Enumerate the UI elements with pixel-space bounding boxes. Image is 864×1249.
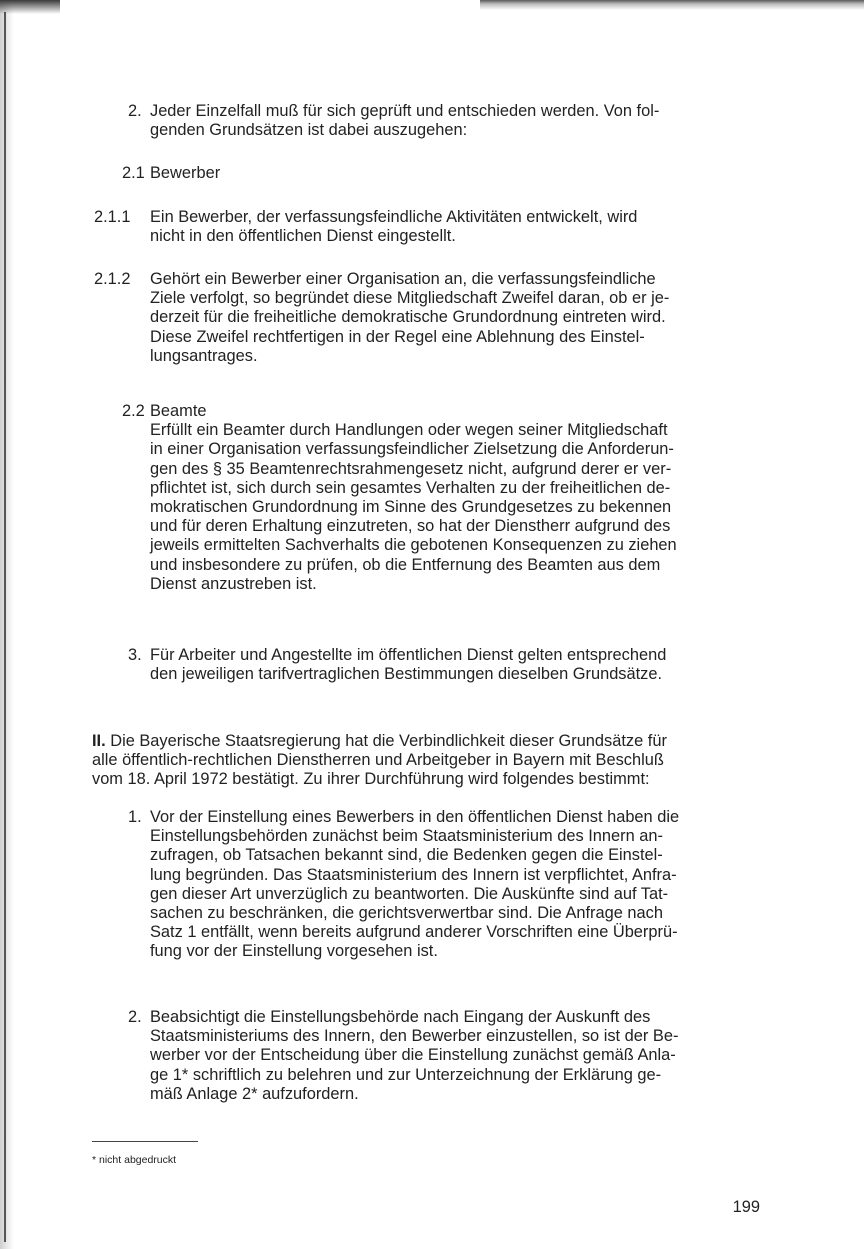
- page-number: 199: [732, 1198, 760, 1216]
- text-line: lung begründen. Das Staatsministerium des Innern ist verpflichtet, Anfra-: [150, 865, 677, 884]
- footnote: * nicht abgedruckt: [92, 1154, 177, 1166]
- text-line: derzeit für die freiheitliche demokratische Grundordnung eintreten wird.: [150, 308, 666, 327]
- text-line: alle öffentlich-rechtlichen Dienstherren und Arbeitgeber in Bayern mit Beschluß: [92, 751, 664, 770]
- text-line: Dienst anzustreben ist.: [150, 574, 317, 593]
- text-line: Die Bayerische Staatsregierung hat die Verbindlichkeit dieser Grundsätze für: [105, 732, 667, 750]
- item-number: 2.1: [122, 164, 145, 182]
- text-line: Für Arbeiter und Angestellte im öffentlichen Dienst gelten entsprechend: [150, 646, 667, 664]
- item-2: [92, 102, 760, 140]
- text-line: mäß Anlage 2* aufzufordern.: [150, 1084, 359, 1103]
- text-line: Diese Zweifel rechtfertigen in der Regel eine Ablehnung des Einstel-: [150, 327, 645, 346]
- item-number: 2.2: [122, 402, 145, 420]
- text-line: sachen zu beschränken, die gerichtsverwertbar sind. Die Anfrage nach: [150, 904, 663, 923]
- text-line: nicht in den öffentlichen Dienst eingestellt.: [150, 227, 456, 246]
- item-ii-1: [92, 808, 760, 962]
- text-line: werber vor der Entscheidung über die Einstellung zunächst gemäß Anla-: [150, 1046, 676, 1065]
- item-2-1-2: [92, 270, 760, 366]
- section-heading: Beamte: [150, 402, 207, 420]
- item-number: 1.: [128, 808, 142, 826]
- item-number: 2.: [128, 1008, 142, 1026]
- text-line: mokratischen Grundordnung im Sinne des Grundgesetzes zu bekennen: [150, 498, 672, 517]
- item-number: 3.: [128, 646, 142, 664]
- item-number: 2.1.1: [94, 208, 131, 226]
- text-line: lungsantrages.: [150, 346, 258, 365]
- item-2-2: [92, 402, 760, 594]
- text-line: Vor der Einstellung eines Bewerbers in den öffentlichen Dienst haben die: [150, 808, 680, 826]
- footnote-divider: [92, 1141, 198, 1142]
- section-ii-paragraph: [92, 732, 760, 790]
- text-line: fung vor der Einstellung vorgesehen ist.: [150, 942, 438, 961]
- text-line: ge 1* schriftlich zu belehren und zur Unterzeichnung der Erklärung ge-: [150, 1065, 662, 1084]
- text-line: in einer Organisation verfassungsfeindlicher Zielsetzung die Anforderun-: [150, 440, 674, 459]
- text-line: Ziele verfolgt, so begründet diese Mitgliedschaft Zweifel daran, ob er je-: [150, 289, 670, 308]
- text-line: und für deren Erhaltung einzutreten, so hat der Dienstherr aufgrund des: [150, 517, 671, 536]
- section-heading: Bewerber: [150, 164, 221, 182]
- item-2-1-1: [92, 208, 760, 246]
- text-line: gen des § 35 Beamtenrechtsrahmengesetz nicht, aufgrund derer er ver-: [150, 459, 672, 478]
- item-number: 2.1.2: [94, 270, 131, 288]
- item-ii-2: [92, 1008, 760, 1104]
- text-line: Gehört ein Bewerber einer Organisation an, die verfassungsfeindliche: [150, 270, 656, 288]
- text-line: Staatsministeriums des Innern, den Bewerber einzustellen, so ist der Be-: [150, 1027, 679, 1046]
- text-line: gen dieser Art unverzüglich zu beantworten. Die Auskünfte sind auf Tat-: [150, 884, 669, 903]
- text-line: vom 18. April 1972 bestätigt. Zu ihrer Durchführung wird folgendes bestimmt:: [92, 770, 650, 789]
- text-line: pflichtet ist, sich durch sein gesamtes Verhalten zu der freiheitlichen de-: [150, 478, 671, 497]
- text-line: Jeder Einzelfall muß für sich geprüft und entschieden werden. Von fol-: [150, 102, 660, 120]
- text-line: Ein Bewerber, der verfassungsfeindliche Aktivitäten entwickelt, wird: [150, 208, 638, 226]
- text-line: genden Grundsätzen ist dabei auszugehen:: [150, 121, 468, 140]
- text-line: Erfüllt ein Beamter durch Handlungen oder wegen seiner Mitgliedschaft: [150, 421, 668, 440]
- text-line: Beabsichtigt die Einstellungsbehörde nach Eingang der Auskunft des: [150, 1008, 651, 1026]
- text-line: zufragen, ob Tatsachen bekannt sind, die Bedenken gegen die Einstel-: [150, 846, 663, 865]
- item-2-1: [92, 164, 760, 183]
- text-line: Einstellungsbehörden zunächst beim Staatsministerium des Innern an-: [150, 827, 663, 846]
- item-number: 2.: [128, 102, 142, 120]
- text-line: jeweils ermittelten Sachverhalts die gebotenen Konsequenzen zu ziehen: [150, 536, 677, 555]
- text-line: Satz 1 entfällt, wenn bereits aufgrund anderer Vorschriften eine Überprü-: [150, 923, 678, 942]
- text-line: und insbesondere zu prüfen, ob die Entfernung des Beamten aus dem: [150, 555, 661, 574]
- text-line: den jeweiligen tarifvertraglichen Bestimmungen dieselben Grundsätze.: [150, 665, 663, 684]
- item-3: [92, 646, 760, 684]
- section-label: II.: [92, 732, 106, 750]
